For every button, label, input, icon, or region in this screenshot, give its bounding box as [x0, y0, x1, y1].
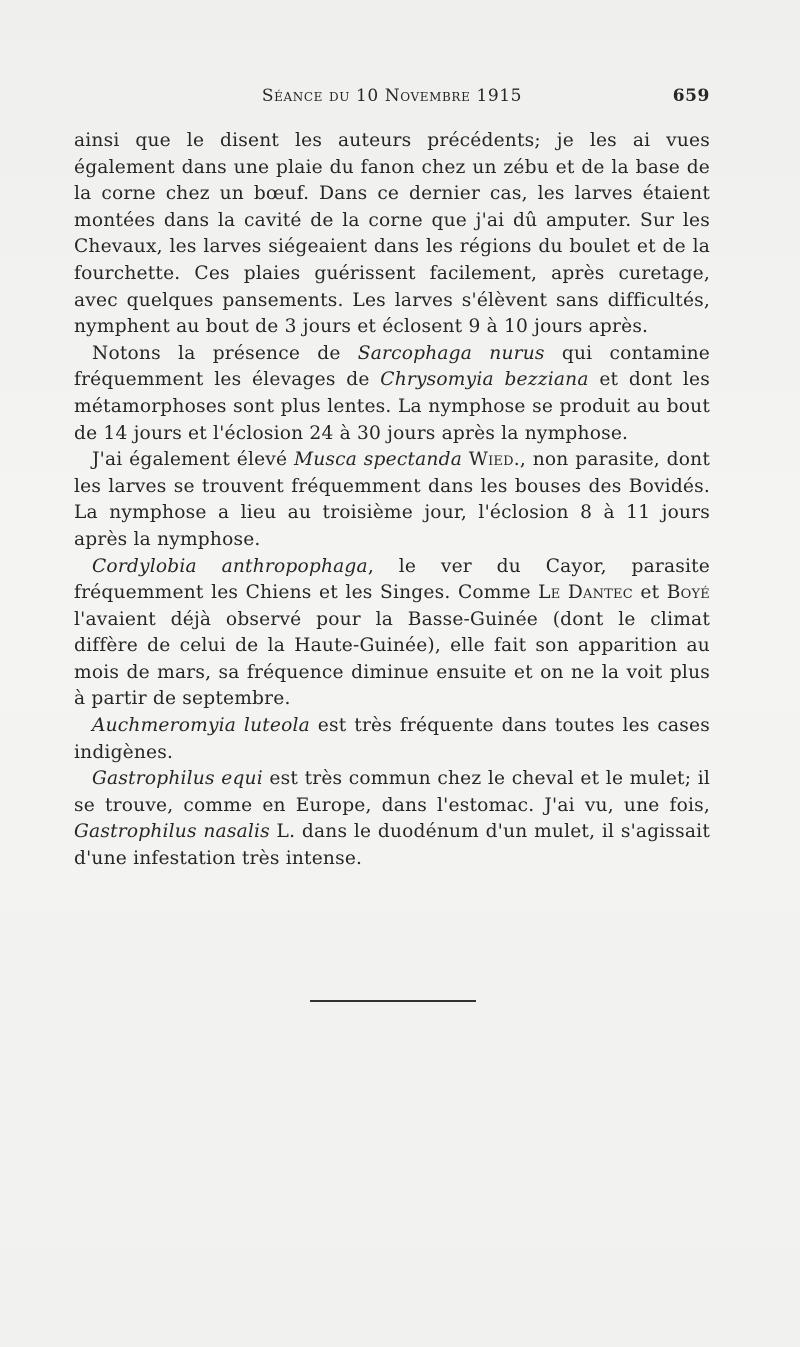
paragraph [74, 713, 710, 766]
text-run: Notons la présence de [92, 342, 358, 364]
paragraph [74, 447, 710, 553]
body-text [74, 128, 710, 873]
running-head-day: 10 [355, 86, 379, 106]
text-run: , non parasite, dont les larves se trouvent fréquemment dans les bouses des Bovidés. La nymphose a lieu au troisième jour, l'éclosion 8 à 11 jours après la nymphose. [74, 449, 710, 550]
author-name: Boyé [666, 582, 710, 604]
species-name: Chrysomyia bezziana [380, 369, 589, 391]
paragraph [74, 766, 710, 872]
text-run [462, 449, 469, 470]
species-name: Gastrophilus equi [92, 768, 263, 790]
paragraph [74, 128, 710, 341]
page-number: 659 [672, 86, 710, 106]
text-run: L. dans le duodénum d'un mulet, il s'agissait d'une infestation très intense. [74, 821, 710, 870]
author-name: Le Dantec [538, 582, 633, 604]
page-header [74, 86, 710, 112]
text-run: est très commun chez le cheval et le mulet; il se trouve, comme en Europe, dans l'estomac. J'ai vu, une fois, [74, 768, 710, 816]
paragraph [74, 554, 710, 714]
text-run: et [632, 582, 667, 604]
text-run: J'ai également élevé [92, 449, 294, 471]
text-run: l'avaient déjà observé pour la Basse-Guinée (dont le climat diffère de celui de la Haute-Guinée), elle fait son apparition au mois de mars, sa fréquence diminue ensuite et on ne la voit plus à partir de septembre. [74, 608, 710, 710]
text-run: , le ver du Cayor, parasite fréquemment les Chiens et les Singes. Comme [74, 555, 710, 604]
species-name: Auchmeromyia luteola [92, 715, 310, 737]
text-run: est très fréquente dans toutes les cases indigènes. [74, 715, 710, 763]
species-name: Musca spectanda [293, 449, 462, 471]
author-name: Wied. [468, 449, 520, 471]
running-head-session: Séance du [261, 86, 356, 106]
running-head [74, 86, 710, 106]
text-run: qui contamine fréquemment les élevages de [74, 342, 710, 391]
running-head-year: 1915 [476, 86, 523, 106]
running-head-month: Novembre [378, 86, 477, 106]
text-run: et dont les métamorphoses sont plus lentes. La nymphose se produit au bout de 14 jours et l'éclosion 24 à 30 jours après la nymphose. [74, 369, 710, 444]
text-run: ainsi que le disent les auteurs précédents; je les ai vues également dans une plaie du fanon chez un zébu et de la base de la corne chez un bœuf. Dans ce dernier cas, les larves étaient montées dans la cavité de la corne que j'ai dû amputer. Sur les Chevaux, les larves siégeaient dans les régions du boulet et de la fourchette. Ces plaies guérissent facilement, après curetage, avec quelques pansements. Les larves s'élèvent sans difficultés, nymphent au bout de 3 jours et éclosent 9 à 10 jours après. [74, 130, 710, 338]
paragraph [74, 341, 710, 447]
species-name: Cordylobia anthropophaga [92, 555, 368, 577]
end-rule [310, 1000, 476, 1002]
species-name: Sarcophaga nurus [357, 342, 545, 364]
species-name: Gastrophilus nasalis [74, 821, 270, 843]
